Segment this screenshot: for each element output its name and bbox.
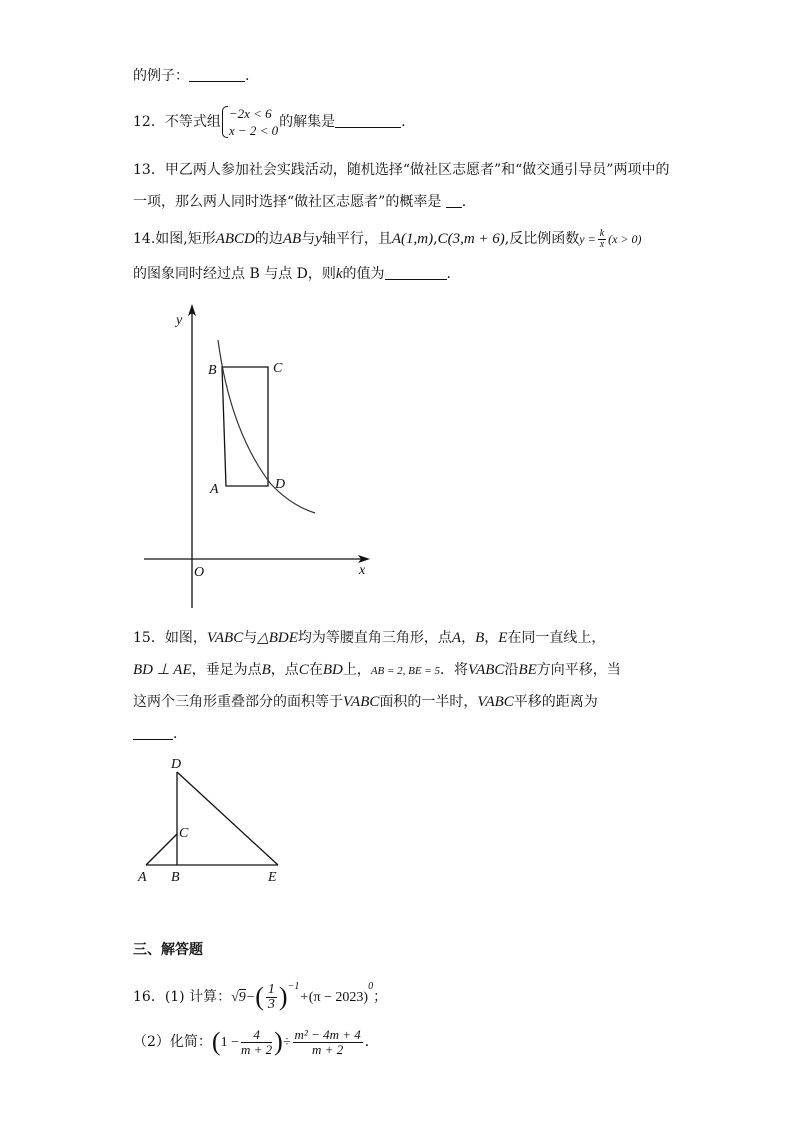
line-ac [146,834,177,865]
q15-l3c: 平移的距离为 [513,694,598,710]
q16-end: . [364,1034,370,1050]
q15-abc3: VABC [343,694,380,710]
line-de [177,772,278,865]
q14-t3: 与 [301,231,316,247]
q14-t2: 的边 [254,231,283,247]
q12-inequality-system [222,105,278,139]
label-x: x [359,563,366,578]
q15-l2a: ，垂足为点 [191,662,262,678]
q14-ab: AB [282,231,302,247]
q15-be: BE [518,662,537,678]
label-c: C [179,826,189,841]
q14-abcd: ABCD [215,231,255,247]
q15-figure [130,750,300,890]
q14-sep: , [433,231,438,247]
q14-func-lhs: y = [579,232,596,246]
q15-abc2: VABC [468,662,505,678]
q15-l1d: 在同一直线上， [507,630,606,646]
q16-one-minus: 1 − [220,1035,239,1050]
q12-number: 12． [133,114,165,130]
q16-exp0: 0 [368,981,374,992]
q16-semicolon: ； [373,989,388,1005]
q15-l2c: 在 [308,662,323,678]
label-d: D [275,477,286,492]
rectangle-abcd [222,367,268,486]
q14-func-den: x [599,238,605,250]
hyperbola-curve [218,340,315,513]
q13-line2 [133,192,466,212]
q15-l3b: 面积的一半时， [379,694,478,710]
q15-l1c: 均为等腰直角三角形，点 [297,630,452,646]
label-a: A [138,870,147,885]
label-e: E [268,870,277,885]
label-a: A [210,482,219,497]
q12-row2: x − 2 < 0 [228,123,279,138]
q14-t5: ,反比例函数 [504,231,580,247]
q15-l2e: ．将 [440,662,469,678]
q15-l1a: 15．如图， [133,630,207,646]
q16-f1-den: m + 2 [241,1041,273,1057]
q16-fraction1 [241,1028,272,1057]
q14-func-fraction [598,229,606,250]
q12-end: . [401,114,406,130]
label-y: y [176,313,183,328]
q15-bde: △BDE [257,630,298,646]
q11-end: . [245,68,250,84]
q12-label: 不等式组 [164,114,221,130]
q16-plus: + [299,990,309,1005]
q14-t4: 轴平行，且 [321,231,392,247]
label-b: B [171,870,180,885]
q15-abc1: VABC [206,630,244,646]
q15-l1b: 与 [243,630,258,646]
q14-point-a: A(1,m) [391,231,434,247]
q16-frac-num: 1 [267,981,275,997]
q14-line2a: 的图象同时经过点 B 与点 D，则 [133,266,336,282]
q16-p2-label: （2）化简： [133,1034,212,1050]
q15-line4 [133,724,177,744]
q15-l2d: 上， [342,662,371,678]
q15-pt-b: B [475,630,485,646]
q15-c2: ， [484,630,499,646]
q13-line2-text: 一项，那么两人同时选择“做社区志愿者”的概率是 [133,194,442,210]
q12-line [133,104,406,140]
q13-answer-blank[interactable] [446,193,462,208]
q13-line1: 13．甲乙两人参加社会实践活动，随机选择“做社区志愿者”和“做交通引导员”两项中的 [133,162,670,178]
right-paren-icon: ) [274,1027,283,1056]
q15-l2f: 沿 [504,662,519,678]
q15-bd-ae: BD ⊥ AE [133,662,192,678]
q15-end: . [173,726,178,742]
q15-l3a: 这两个三角形重叠部分的面积等于 [133,694,343,710]
q16-fraction2 [293,1028,363,1057]
q14-answer-blank[interactable] [385,265,447,280]
q16-f2-den: m + 2 [312,1041,344,1057]
q14-line2 [133,264,451,284]
q14-line2b: 的值为 [342,266,385,282]
q14-line1 [133,226,642,252]
q15-abc4: VABC [477,694,514,710]
q15-l2g: 方向平移，当 [536,662,621,678]
label-c: C [273,361,283,376]
q13-end: . [461,194,467,210]
q16-f2-num: m² − 4m + 4 [294,1026,361,1042]
q15-pt-e: E [498,630,508,646]
q15-l2b: ，点 [270,662,299,678]
label-b: B [208,363,217,378]
q14-point-c: C(3,m + 6) [437,231,505,247]
q15-answer-blank[interactable] [133,725,173,740]
q12-row1: −2x < 6 [228,106,272,121]
q16-part1 [133,968,387,1017]
left-paren-icon: ( [255,982,264,1011]
label-d: D [171,757,182,772]
q16-fraction [266,983,277,1012]
q15-pt-a: A [451,630,462,646]
q16-sqrt-arg: 9 [238,990,246,1005]
q16-p1-label: 16．(1) 计算： [133,989,232,1005]
q15-pt-c: C [298,662,309,678]
q14-figure [130,300,390,610]
q16-div: ÷ [282,1035,291,1050]
q11-line [133,66,249,86]
q16-minus: − [245,990,256,1005]
q15-line3 [133,692,598,712]
q15-c1: ， [461,630,476,646]
q14-y: y [315,231,322,247]
q11-answer-blank[interactable] [189,67,245,82]
q14-end: . [446,266,451,282]
q14-func-num: k [599,227,605,239]
q14-t1: 14.如图,矩形 [133,231,216,247]
section-title: 三、解答题 [133,942,203,958]
sqrt-icon: √ [231,990,239,1005]
q15-given: AB = 2, BE = 5 [370,665,441,677]
q15-pt-b2: B [261,662,271,678]
q15-line1 [133,628,605,648]
q15-line2 [133,660,621,681]
q14-func-cond: (x > 0) [608,232,642,246]
label-o: O [194,565,205,580]
q12-answer-blank[interactable] [335,113,401,128]
left-paren-icon: ( [211,1027,221,1056]
q16-exp1: −1 [287,981,300,992]
q12-suffix: 的解集是 [279,114,336,130]
q15-bd: BD [322,662,343,678]
q14-k: k [335,266,343,282]
q16-part2 [133,1022,369,1063]
q16-pi-expr: (π − 2023) [308,990,369,1005]
right-paren-icon: ) [278,982,288,1011]
q16-f1-num: 4 [241,1028,272,1043]
q11-prefix: 的例子： [133,68,189,84]
q16-frac-den: 3 [267,996,275,1012]
